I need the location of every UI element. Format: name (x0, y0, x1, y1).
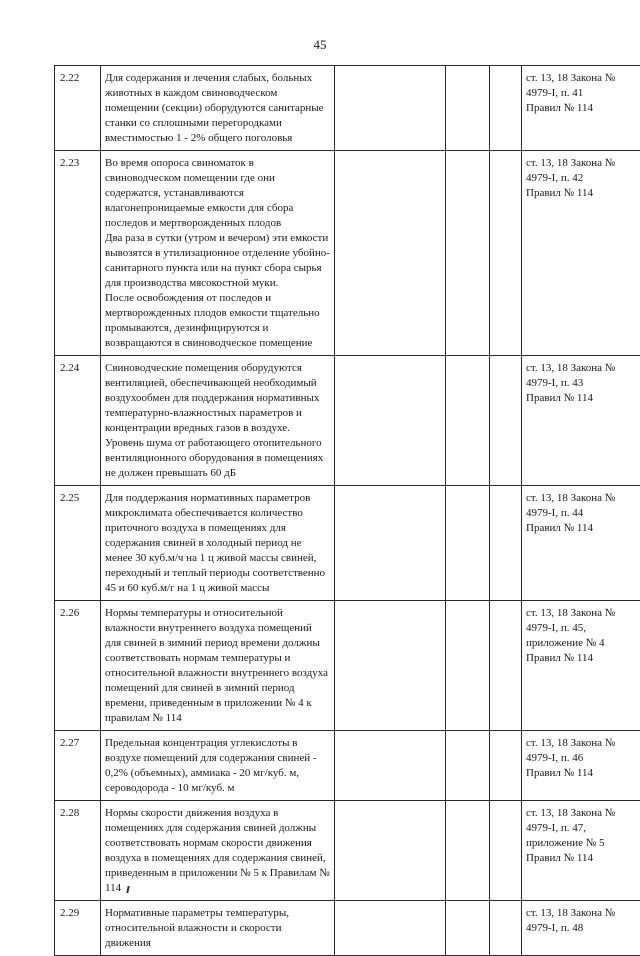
requirement-text-cell: Нормативные параметры температуры, относительной влажности и скорости движения (101, 901, 335, 956)
legal-reference-cell: ст. 13, 18 Закона № 4979-I, п. 41 Правил № 114 (522, 66, 640, 151)
empty-cell (335, 66, 446, 151)
page-number: 45 (0, 37, 640, 53)
item-number-cell: 2.29 (55, 901, 101, 956)
legal-reference-cell: ст. 13, 18 Закона № 4979-I, п. 45, приложение № 4 Правил № 114 (522, 601, 640, 731)
legal-reference-cell: ст. 13, 18 Закона № 4979-I, п. 42 Правил № 114 (522, 151, 640, 356)
empty-cell (490, 486, 522, 601)
empty-cell (490, 601, 522, 731)
requirements-table-body (55, 66, 640, 956)
empty-cell (335, 601, 446, 731)
item-number-cell: 2.24 (55, 356, 101, 486)
empty-cell (490, 151, 522, 356)
empty-cell (490, 66, 522, 151)
empty-cell (446, 486, 490, 601)
legal-reference-cell: ст. 13, 18 Закона № 4979-I, п. 47, приложение № 5 Правил № 114 (522, 801, 640, 901)
requirement-text-cell: Нормы скорости движения воздуха в помещениях для содержания свиней должны соответствовать нормам скорости движения воздуха в помещениях для содержания свиней, приведенным в приложении № 5 к Правилам № 114 (101, 801, 335, 901)
requirement-text-cell: Свиноводческие помещения оборудуются вентиляцией, обеспечивающей необходимый воздухообмен для поддержания нормативных температурно-влажностных параметров и концентрации вредных газов в воздухе. Уровень шума от работающего отопительного вентиляционного оборудования в помещениях не должен превышать 60 дБ (101, 356, 335, 486)
item-number-cell: 2.28 (55, 801, 101, 901)
empty-cell (446, 66, 490, 151)
empty-cell (490, 356, 522, 486)
empty-cell (446, 801, 490, 901)
legal-reference-cell: ст. 13, 18 Закона № 4979-I, п. 48 (522, 901, 640, 956)
item-number-cell: 2.26 (55, 601, 101, 731)
legal-reference-cell: ст. 13, 18 Закона № 4979-I, п. 46 Правил № 114 (522, 731, 640, 801)
legal-reference-cell: ст. 13, 18 Закона № 4979-I, п. 43 Правил № 114 (522, 356, 640, 486)
legal-reference-cell: ст. 13, 18 Закона № 4979-I, п. 44 Правил № 114 (522, 486, 640, 601)
requirement-text-cell: Для содержания и лечения слабых, больных животных в каждом свиноводческом помещении (секции) оборудуются санитарные станки со сплошными перегородками вместимостью 1 - 2% общего поголовья (101, 66, 335, 151)
item-number-cell: 2.25 (55, 486, 101, 601)
empty-cell (490, 801, 522, 901)
empty-cell (446, 151, 490, 356)
requirement-text-cell: Нормы температуры и относительной влажности внутреннего воздуха помещений для свиней в зимний период времени должны соответствовать нормам температуры и относительной влажности внутреннего воздуха помещений для свиней в зимний период времени, приведенным в приложении № 4 к правилам № 114 (101, 601, 335, 731)
requirement-text-cell: Во время опороса свиноматок в свиноводческом помещении где они содержатся, устанавливаются влагонепроницаемые емкости для сбора последов и мертворожденных плодов Два раза в сутки (утром и вечером) эти емкости вывозятся в утилизационное отделение убойно-санитарного пункта или на пункт сбора сырья для производства мясокостной муки. После освобождения от последов и мертворожденных плодов емкости тщательно промываются, дезинфицируются и возвращаются в свиноводческое помещение (101, 151, 335, 356)
empty-cell (446, 901, 490, 956)
empty-cell (335, 801, 446, 901)
empty-cell (446, 601, 490, 731)
table-row (55, 801, 640, 901)
empty-cell (490, 731, 522, 801)
item-number-cell: 2.22 (55, 66, 101, 151)
table-row (55, 731, 640, 801)
empty-cell (335, 151, 446, 356)
empty-cell (335, 356, 446, 486)
empty-cell (446, 356, 490, 486)
item-number-cell: 2.23 (55, 151, 101, 356)
requirement-text-cell: Предельная концентрация углекислоты в воздухе помещений для содержания свиней - 0,2% (объемных), аммиака - 20 мг/куб. м, сероводорода - 10 мг/куб. м (101, 731, 335, 801)
requirements-table (54, 65, 640, 956)
requirement-text-cell: Для поддержания нормативных параметров микроклимата обеспечивается количество приточного воздуха в помещениях для содержания свиней в холодный период не менее 30 куб.м/ч на 1 ц живой массы свиней, переходный и теплый периоды соответственно 45 и 60 куб.м/г на 1 ц живой массы (101, 486, 335, 601)
table-row (55, 486, 640, 601)
empty-cell (335, 731, 446, 801)
empty-cell (335, 486, 446, 601)
table-row (55, 151, 640, 356)
table-row (55, 356, 640, 486)
empty-cell (490, 901, 522, 956)
empty-cell (335, 901, 446, 956)
empty-cell (446, 731, 490, 801)
item-number-cell: 2.27 (55, 731, 101, 801)
table-row (55, 901, 640, 956)
table-row (55, 66, 640, 151)
table-row (55, 601, 640, 731)
